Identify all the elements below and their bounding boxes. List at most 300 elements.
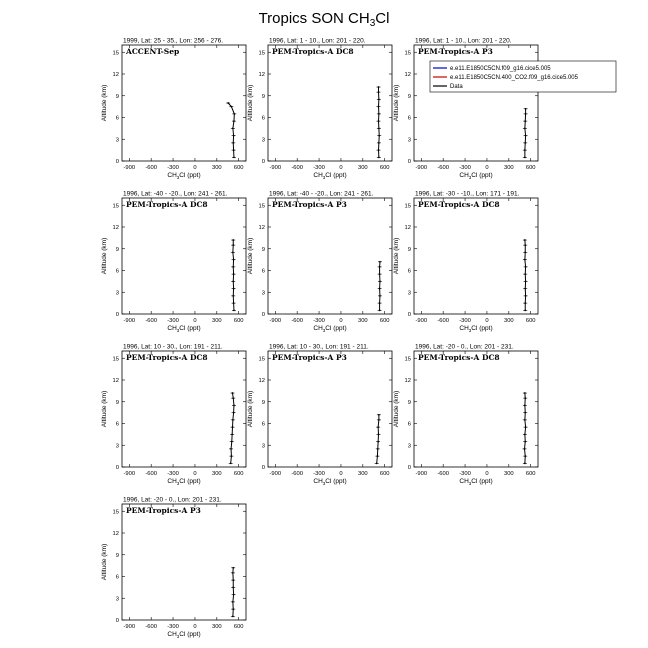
- x-axis-label-sub: 3: [468, 480, 472, 486]
- panel-6: [393, 191, 538, 333]
- data-point: [524, 455, 526, 457]
- panel-header: 1996, Lat: -20 - 0., Lon: 201 - 231.: [415, 343, 514, 351]
- x-tick-label: -600: [291, 318, 303, 324]
- x-axis-label: [459, 478, 492, 486]
- x-axis-label-main: CH: [459, 478, 469, 485]
- y-tick-label: 15: [112, 509, 119, 516]
- data-point: [233, 259, 235, 261]
- y-tick-label: 3: [261, 290, 265, 297]
- y-tick-label: 3: [407, 290, 411, 297]
- campaign-label: PEM-Tropics-A P3: [126, 506, 201, 515]
- data-point: [232, 127, 234, 129]
- x-tick-label: -900: [269, 318, 282, 324]
- data-point: [524, 251, 526, 253]
- x-tick-label: 0: [193, 318, 197, 324]
- plot-frame: [122, 504, 246, 620]
- x-tick-label: -900: [415, 471, 428, 477]
- data-point: [524, 412, 526, 414]
- x-axis-label-main: CH: [167, 478, 177, 485]
- data-point: [232, 586, 234, 588]
- y-axis-label: Altitude (km): [393, 390, 400, 428]
- y-axis-label: Altitude (km): [393, 237, 400, 275]
- x-tick-label: -600: [145, 471, 157, 477]
- y-tick-label: 6: [115, 574, 119, 581]
- data-point: [377, 455, 379, 457]
- data-point: [230, 462, 232, 464]
- x-tick-label: 0: [193, 471, 197, 477]
- x-tick-label: 600: [233, 624, 244, 630]
- campaign-label: PEM-Tropics-A DC8: [272, 47, 354, 56]
- y-tick-label: 3: [115, 596, 119, 603]
- data-point: [232, 392, 234, 394]
- x-tick-label: -600: [145, 165, 157, 171]
- data-point: [524, 288, 526, 290]
- x-tick-label: 600: [525, 318, 536, 324]
- plot-frame: [122, 351, 246, 467]
- data-point: [233, 135, 235, 137]
- x-tick-label: 300: [211, 318, 222, 324]
- x-tick-label: -900: [269, 471, 282, 477]
- y-tick-label: 9: [261, 399, 265, 406]
- legend-entry: e.e11.E1850C5CN.f09_g16.cice5.005: [450, 66, 551, 72]
- data-point: [524, 404, 526, 406]
- y-tick-label: 9: [115, 93, 119, 100]
- x-tick-label: -300: [459, 471, 471, 477]
- x-tick-label: 0: [485, 165, 489, 171]
- figure-title: Tropics SON $CH_3Cl$: [258, 10, 390, 29]
- data-point: [232, 397, 234, 399]
- data-point: [378, 106, 380, 108]
- y-tick-label: 6: [407, 421, 411, 428]
- campaign-label: PEM-Tropics-A P3: [272, 353, 347, 362]
- plot-frame: [122, 198, 246, 314]
- data-point: [232, 244, 234, 246]
- data-point: [377, 426, 379, 428]
- series-line-data: [228, 103, 234, 157]
- x-tick-label: 300: [211, 165, 222, 171]
- data-point: [379, 273, 381, 275]
- panel-header: 1996, Lat: -30 - -10., Lon: 171 - 191.: [415, 190, 520, 198]
- data-point: [232, 239, 234, 241]
- data-point: [232, 601, 234, 603]
- data-point: [378, 142, 380, 144]
- campaign-label: ACCENT-Sep: [126, 47, 180, 56]
- data-point: [525, 280, 527, 282]
- x-axis-label-sub: 3: [468, 327, 472, 333]
- y-axis-label: Altitude (km): [247, 84, 254, 122]
- y-tick-label: 6: [115, 421, 119, 428]
- x-tick-label: 600: [233, 165, 244, 171]
- data-point: [378, 113, 380, 115]
- data-point: [525, 295, 527, 297]
- panel-7: [101, 344, 246, 486]
- plot-frame: [268, 351, 392, 467]
- x-tick-label: -300: [167, 624, 179, 630]
- y-tick-label: 6: [407, 115, 411, 122]
- data-point: [524, 149, 526, 151]
- legend-entry: Data: [450, 84, 463, 90]
- series-line-data: [233, 240, 234, 310]
- y-tick-label: 3: [261, 443, 265, 450]
- y-tick-label: 0: [261, 465, 265, 471]
- x-tick-label: -600: [437, 165, 449, 171]
- y-tick-label: 0: [407, 312, 411, 318]
- x-tick-label: 300: [357, 165, 368, 171]
- data-point: [524, 441, 526, 443]
- y-tick-label: 9: [407, 93, 411, 100]
- x-tick-label: -900: [123, 624, 136, 630]
- data-point: [232, 142, 234, 144]
- x-axis-label-sub: 3: [176, 327, 180, 333]
- y-tick-label: 9: [407, 246, 411, 253]
- panel-header: 1999, Lat: 25 - 35., Lon: 256 - 276.: [123, 37, 224, 45]
- x-axis-label: [459, 172, 492, 180]
- x-axis-label: [313, 478, 346, 486]
- plot-frame: [268, 198, 392, 314]
- y-tick-label: 0: [407, 465, 411, 471]
- data-point: [232, 608, 234, 610]
- plot-frame: [414, 198, 538, 314]
- data-point: [525, 113, 527, 115]
- panel-1: [101, 38, 246, 180]
- x-axis-label-sub: 3: [322, 327, 326, 333]
- data-point: [233, 113, 235, 115]
- data-point: [232, 251, 234, 253]
- series-line-data: [379, 87, 380, 157]
- data-point: [232, 567, 234, 569]
- x-tick-label: 0: [485, 471, 489, 477]
- data-point: [524, 259, 526, 261]
- x-tick-label: -300: [313, 318, 325, 324]
- x-tick-label: 300: [503, 165, 514, 171]
- data-point: [227, 102, 229, 104]
- x-axis-label-main: CH: [313, 325, 323, 332]
- data-point: [233, 594, 235, 596]
- data-point: [231, 455, 233, 457]
- data-point: [525, 266, 527, 268]
- panel-header: 1996, Lat: -40 - -20., Lon: 241 - 261.: [269, 190, 374, 198]
- data-point: [378, 127, 380, 129]
- data-point: [378, 433, 380, 435]
- data-point: [232, 266, 234, 268]
- campaign-label: PEM-Tropics-A DC8: [418, 200, 500, 209]
- x-axis-label-sub: 3: [176, 174, 180, 180]
- campaign-label: PEM-Tropics-A DC8: [418, 353, 500, 362]
- y-tick-label: 3: [115, 290, 119, 297]
- panel-header: 1996, Lat: 10 - 30., Lon: 191 - 211.: [123, 343, 223, 351]
- panel-10: [101, 497, 246, 639]
- y-tick-label: 0: [261, 159, 265, 165]
- data-point: [378, 149, 380, 151]
- x-tick-label: -900: [123, 318, 136, 324]
- x-tick-label: -900: [123, 165, 136, 171]
- panel-5: [247, 191, 392, 333]
- x-tick-label: -300: [459, 165, 471, 171]
- x-tick-label: 300: [211, 624, 222, 630]
- x-tick-label: 300: [211, 471, 222, 477]
- y-tick-label: 6: [115, 115, 119, 122]
- x-tick-label: 600: [379, 165, 390, 171]
- data-point: [378, 419, 380, 421]
- data-point: [232, 419, 234, 421]
- data-point: [233, 149, 235, 151]
- x-tick-label: 600: [525, 471, 536, 477]
- x-axis-label-sub: 3: [176, 633, 180, 639]
- panel-9: [393, 344, 538, 486]
- y-tick-label: 15: [112, 50, 119, 57]
- data-point: [524, 392, 526, 394]
- data-point: [379, 266, 381, 268]
- y-tick-label: 6: [407, 268, 411, 275]
- campaign-label: PEM-Tropics-A P3: [418, 47, 493, 56]
- y-tick-label: 3: [261, 137, 265, 144]
- x-tick-label: 300: [503, 318, 514, 324]
- x-tick-label: 300: [357, 318, 368, 324]
- y-tick-label: 12: [404, 378, 411, 384]
- y-tick-label: 3: [407, 443, 411, 450]
- x-axis-label: [167, 172, 200, 180]
- data-point: [378, 86, 380, 88]
- y-tick-label: 0: [407, 159, 411, 165]
- x-axis-label: [167, 631, 200, 639]
- data-point: [377, 441, 379, 443]
- x-axis-label: [459, 325, 492, 333]
- data-point: [232, 280, 234, 282]
- y-tick-label: 9: [261, 246, 265, 253]
- data-point: [524, 309, 526, 311]
- x-axis-label-end: Cl (ppt): [325, 325, 347, 332]
- y-tick-label: 9: [407, 399, 411, 406]
- panel-header: 1996, Lat: 10 - 30., Lon: 191 - 211.: [269, 343, 369, 351]
- data-point: [233, 156, 235, 158]
- data-point: [231, 441, 233, 443]
- data-point: [379, 288, 381, 290]
- y-tick-label: 3: [115, 137, 119, 144]
- y-tick-label: 12: [404, 225, 411, 231]
- y-tick-label: 15: [404, 356, 411, 363]
- x-tick-label: -600: [437, 318, 449, 324]
- data-point: [232, 615, 234, 617]
- data-point: [378, 91, 380, 93]
- data-point: [233, 120, 235, 122]
- y-tick-label: 12: [258, 378, 265, 384]
- x-tick-label: 600: [233, 471, 244, 477]
- data-point: [233, 412, 235, 414]
- x-axis-label-main: CH: [459, 325, 469, 332]
- data-point: [524, 273, 526, 275]
- y-axis-label: Altitude (km): [101, 390, 108, 428]
- x-axis-label-main: CH: [167, 631, 177, 638]
- x-tick-label: 600: [525, 165, 536, 171]
- data-point: [379, 302, 381, 304]
- data-point: [233, 288, 235, 290]
- y-tick-label: 12: [112, 531, 119, 537]
- y-tick-label: 9: [115, 552, 119, 559]
- x-tick-label: -300: [167, 318, 179, 324]
- data-point: [524, 433, 526, 435]
- data-point: [524, 244, 526, 246]
- y-tick-label: 0: [115, 465, 119, 471]
- y-tick-label: 0: [115, 618, 119, 624]
- panel-8: [247, 344, 392, 486]
- y-tick-label: 6: [261, 421, 265, 428]
- x-axis-label-main: CH: [459, 172, 469, 179]
- y-tick-label: 15: [258, 356, 265, 363]
- data-point: [233, 302, 235, 304]
- data-point: [232, 295, 234, 297]
- y-tick-label: 9: [261, 93, 265, 100]
- panel-header: 1996, Lat: -40 - -20., Lon: 241 - 261.: [123, 190, 228, 198]
- x-axis-label-end: Cl (ppt): [179, 325, 201, 332]
- x-tick-label: 300: [503, 471, 514, 477]
- campaign-label: PEM-Tropics-A P3: [272, 200, 347, 209]
- data-point: [525, 426, 527, 428]
- x-axis-label-sub: 3: [322, 480, 326, 486]
- data-point: [525, 135, 527, 137]
- x-tick-label: -600: [291, 165, 303, 171]
- data-point: [524, 462, 526, 464]
- x-tick-label: 300: [357, 471, 368, 477]
- x-tick-label: 600: [233, 318, 244, 324]
- panel-header: 1996, Lat: 1 - 10., Lon: 201 - 220.: [269, 37, 366, 45]
- y-axis-label: Altitude (km): [247, 237, 254, 275]
- x-axis-label-end: Cl (ppt): [471, 478, 493, 485]
- data-point: [377, 448, 379, 450]
- data-point: [232, 579, 234, 581]
- x-tick-label: -600: [145, 318, 157, 324]
- y-tick-label: 6: [261, 268, 265, 275]
- x-tick-label: -300: [313, 165, 325, 171]
- data-point: [233, 309, 235, 311]
- x-axis-label-main: CH: [167, 172, 177, 179]
- x-tick-label: -300: [313, 471, 325, 477]
- x-tick-label: -600: [291, 471, 303, 477]
- data-point: [525, 108, 527, 110]
- y-tick-label: 9: [115, 246, 119, 253]
- y-tick-label: 9: [115, 399, 119, 406]
- x-axis-label-end: Cl (ppt): [471, 172, 493, 179]
- data-point: [378, 156, 380, 158]
- y-tick-label: 15: [112, 356, 119, 363]
- x-tick-label: -900: [415, 318, 428, 324]
- panel-3: [393, 38, 616, 180]
- data-point: [524, 419, 526, 421]
- panel-header: 1996, Lat: 1 - 10., Lon: 201 - 220.: [415, 37, 512, 45]
- x-tick-label: 600: [379, 318, 390, 324]
- data-point: [379, 261, 381, 263]
- x-tick-label: -300: [459, 318, 471, 324]
- x-tick-label: 0: [485, 318, 489, 324]
- x-tick-label: -300: [167, 471, 179, 477]
- x-axis-label-end: Cl (ppt): [325, 172, 347, 179]
- series-line-data: [525, 393, 526, 463]
- x-axis-label: [167, 325, 200, 333]
- x-tick-label: -900: [269, 165, 282, 171]
- panel-4: [101, 191, 246, 333]
- x-axis-label: [313, 172, 346, 180]
- y-axis-label: Altitude (km): [101, 543, 108, 581]
- x-axis-label-main: CH: [313, 172, 323, 179]
- y-tick-label: 6: [261, 115, 265, 122]
- y-tick-label: 0: [115, 159, 119, 165]
- panel-header: 1996, Lat: -20 - 0., Lon: 201 - 231.: [123, 496, 222, 504]
- x-axis-label-end: Cl (ppt): [471, 325, 493, 332]
- x-axis-label: [167, 478, 200, 486]
- data-point: [231, 433, 233, 435]
- data-point: [524, 302, 526, 304]
- data-point: [378, 135, 380, 137]
- series-line-data: [525, 240, 526, 310]
- x-tick-label: 0: [339, 165, 343, 171]
- y-tick-label: 0: [261, 312, 265, 318]
- y-axis-label: Altitude (km): [247, 390, 254, 428]
- y-tick-label: 0: [115, 312, 119, 318]
- x-axis-label-main: CH: [313, 478, 323, 485]
- data-point: [379, 309, 381, 311]
- y-axis-label: Altitude (km): [101, 84, 108, 122]
- x-tick-label: -600: [145, 624, 157, 630]
- x-axis-label-end: Cl (ppt): [179, 631, 201, 638]
- y-tick-label: 15: [404, 50, 411, 57]
- campaign-label: PEM-Tropics-A DC8: [126, 353, 208, 362]
- y-tick-label: 12: [112, 72, 119, 78]
- data-point: [378, 414, 380, 416]
- panel-2: [247, 38, 392, 180]
- data-point: [231, 106, 233, 108]
- data-point: [524, 156, 526, 158]
- x-tick-label: 0: [339, 471, 343, 477]
- panel-grid: [101, 38, 616, 639]
- x-axis-label-sub: 3: [176, 480, 180, 486]
- x-axis-label-sub: 3: [468, 174, 472, 180]
- y-axis-label: Altitude (km): [101, 237, 108, 275]
- y-tick-label: 15: [258, 50, 265, 57]
- data-point: [379, 280, 381, 282]
- y-tick-label: 12: [404, 72, 411, 78]
- data-point: [233, 404, 235, 406]
- y-tick-label: 15: [112, 203, 119, 210]
- data-point: [524, 120, 526, 122]
- y-axis-label: Altitude (km): [393, 84, 400, 122]
- data-point: [524, 397, 526, 399]
- data-point: [233, 273, 235, 275]
- data-point: [376, 462, 378, 464]
- y-tick-label: 12: [258, 225, 265, 231]
- plot-frame: [414, 351, 538, 467]
- x-tick-label: 600: [379, 471, 390, 477]
- series-line-data: [231, 393, 234, 463]
- y-tick-label: 3: [115, 443, 119, 450]
- legend: [430, 61, 616, 92]
- x-tick-label: -900: [123, 471, 136, 477]
- y-tick-label: 15: [258, 203, 265, 210]
- data-point: [232, 426, 234, 428]
- data-point: [524, 239, 526, 241]
- data-point: [524, 448, 526, 450]
- plot-frame: [268, 45, 392, 161]
- x-axis-label-sub: 3: [322, 174, 326, 180]
- legend-entry: e.e11.E1850C5CN.400_CO2.f09_g16.cice5.005: [450, 75, 578, 81]
- data-point: [524, 142, 526, 144]
- x-tick-label: 0: [193, 624, 197, 630]
- data-point: [230, 448, 232, 450]
- y-tick-label: 15: [404, 203, 411, 210]
- data-point: [378, 120, 380, 122]
- x-tick-label: 0: [193, 165, 197, 171]
- campaign-label: PEM-Tropics-A DC8: [126, 200, 208, 209]
- x-tick-label: 0: [339, 318, 343, 324]
- y-tick-label: 12: [258, 72, 265, 78]
